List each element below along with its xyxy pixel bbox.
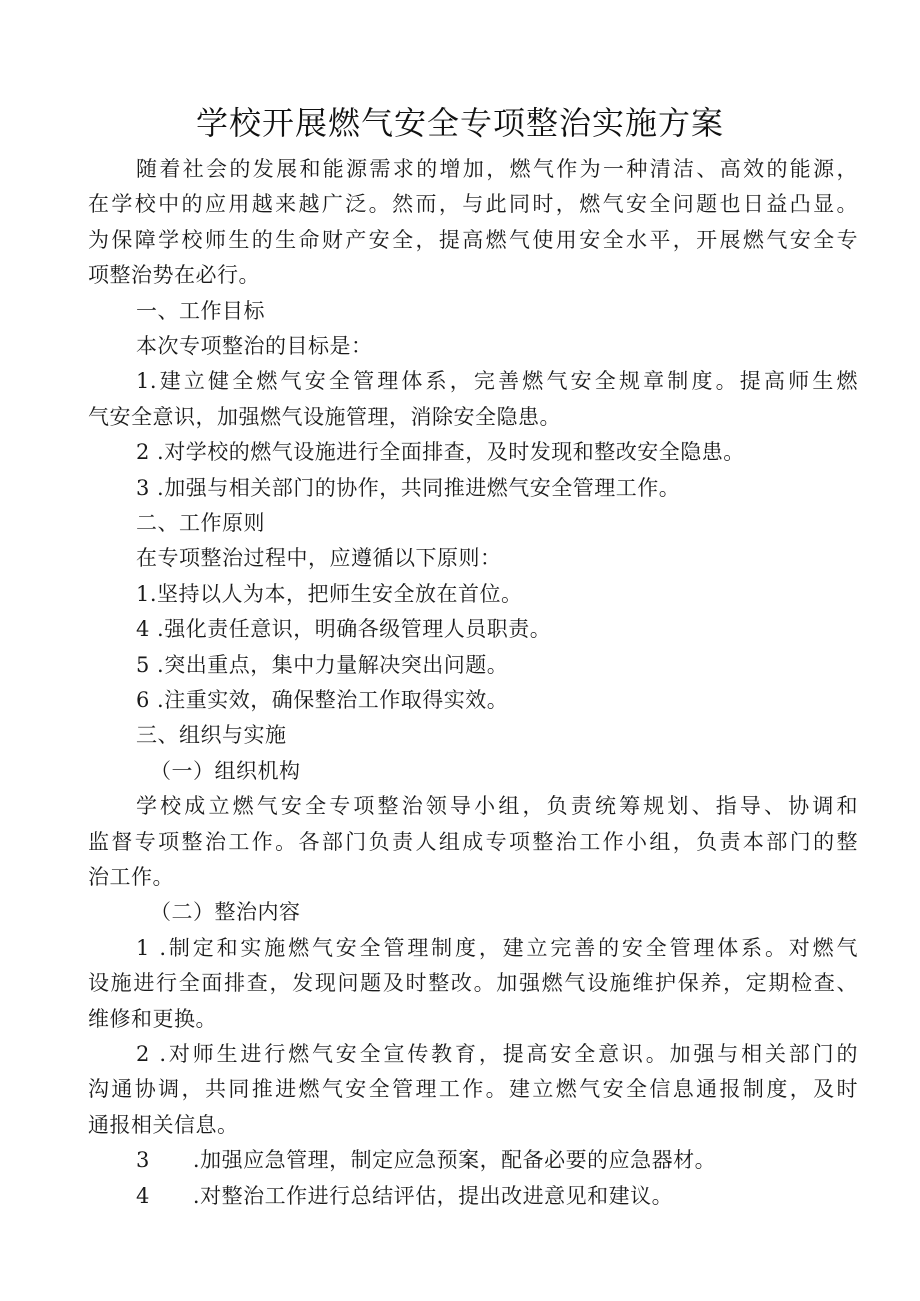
body-line: 通报相关信息。 — [88, 1112, 239, 1137]
body-line: 随着社会的发展和能源需求的增加，燃气作为一种清洁、高效的能源， — [136, 157, 858, 181]
body-line: 治工作。 — [88, 865, 174, 889]
body-line: 4 .对整治工作进行总结评估，提出改进意见和建议。 — [136, 1183, 674, 1208]
document-title: 学校开展燃气安全专项整治实施方案 — [195, 104, 724, 142]
body-line: 3 .加强应急管理，制定应急预案，配备必要的应急器材。 — [136, 1148, 717, 1173]
body-line: 2 .对师生进行燃气安全宣传教育，提高安全意识。加强与相关部门的 — [136, 1042, 858, 1066]
body-line: （一）组织机构 — [150, 758, 301, 783]
body-line: 一、工作目标 — [136, 298, 265, 323]
body-line: 学校成立燃气安全专项整治领导小组，负责统筹规划、指导、协调和 — [136, 794, 858, 819]
body-line: 本次专项整治的目标是： — [136, 334, 373, 358]
body-line: 2 .对学校的燃气设施进行全面排查，及时发现和整改安全隐患。 — [136, 440, 745, 465]
body-line: 为保障学校师生的生命财产安全，提高燃气使用安全水平，开展燃气安全专 — [88, 227, 858, 252]
body-line: 监督专项整治工作。各部门负责人组成专项整治工作小组，负责本部门的整 — [88, 829, 858, 854]
body-line: 在专项整治过程中，应遵循以下原则： — [136, 546, 502, 571]
body-line: 1.建立健全燃气安全管理体系，完善燃气安全规章制度。提高师生燃 — [136, 369, 858, 394]
body-line: （二）整治内容 — [150, 900, 301, 925]
body-line: 项整治势在必行。 — [88, 263, 260, 288]
body-line: 二、工作原则 — [136, 511, 265, 535]
body-line: 3 .加强与相关部门的协作，共同推进燃气安全管理工作。 — [136, 475, 681, 500]
body-line: 气安全意识，加强燃气设施管理，消除安全隐患。 — [88, 404, 561, 429]
body-line: 在学校中的应用越来越广泛。然而，与此同时，燃气安全问题也日益凸显。 — [88, 192, 858, 217]
body-line: 5 .突出重点，集中力量解决突出问题。 — [136, 652, 509, 677]
body-line: 三、组织与实施 — [136, 723, 287, 748]
body-line: 设施进行全面排查，发现问题及时整改。加强燃气设施维护保养，定期检查、 — [88, 971, 858, 996]
body-line: 1.坚持以人为本，把师生安全放在首位。 — [136, 581, 523, 606]
body-line: 6 .注重实效，确保整治工作取得实效。 — [136, 688, 509, 712]
body-line: 维修和更换。 — [88, 1006, 217, 1031]
body-line: 沟通协调，共同推进燃气安全管理工作。建立燃气安全信息通报制度，及时 — [88, 1077, 858, 1102]
body-line: 1 .制定和实施燃气安全管理制度，建立完善的安全管理体系。对燃气 — [136, 935, 858, 960]
body-line: 4 .强化责任意识，明确各级管理人员职责。 — [136, 617, 552, 642]
